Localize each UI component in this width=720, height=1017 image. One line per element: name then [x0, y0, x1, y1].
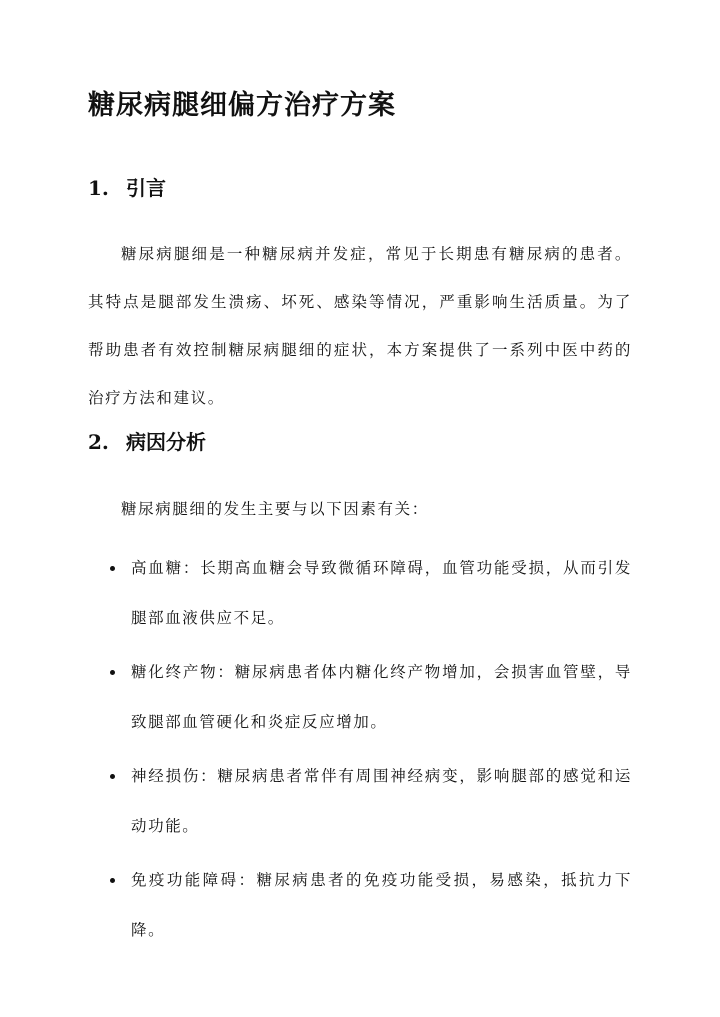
page-title: 糖尿病腿细偏方治疗方案 [88, 90, 396, 121]
cause-list [88, 543, 632, 959]
list-item-text: 免疫功能障碍：糖尿病患者的免疫功能受损，易感染，抵抗力下降。 [131, 871, 632, 939]
section-number: 1. [88, 176, 109, 200]
section-heading-text: 引言 [126, 176, 166, 200]
list-item [88, 543, 632, 643]
list-item-text: 高血糖：长期高血糖会导致微循环障碍，血管功能受损，从而引发腿部血液供应不足。 [131, 559, 632, 627]
section-heading-cause-analysis [88, 427, 206, 457]
bullet-icon [110, 878, 115, 883]
section-number: 2. [88, 430, 109, 454]
list-item-text: 糖化终产物：糖尿病患者体内糖化终产物增加，会损害血管壁，导致腿部血管硬化和炎症反应增加。 [131, 663, 632, 731]
bullet-icon [110, 774, 115, 779]
bullet-icon [110, 670, 115, 675]
introduction-paragraph: 糖尿病腿细是一种糖尿病并发症，常见于长期患有糖尿病的患者。其特点是腿部发生溃疡、坏死、感染等情况，严重影响生活质量。为了帮助患者有效控制糖尿病腿细的症状，本方案提供了一系列中医中药的治疗方法和建议。 [88, 245, 632, 407]
bullet-icon [110, 566, 115, 571]
list-item-text: 神经损伤：糖尿病患者常伴有周围神经病变，影响腿部的感觉和运动功能。 [131, 767, 632, 835]
list-item [88, 751, 632, 851]
cause-analysis-intro: 糖尿病腿细的发生主要与以下因素有关： [121, 500, 429, 518]
list-item [88, 647, 632, 747]
list-item [88, 855, 632, 955]
section-heading-introduction [88, 173, 166, 203]
section-heading-text: 病因分析 [126, 430, 206, 454]
